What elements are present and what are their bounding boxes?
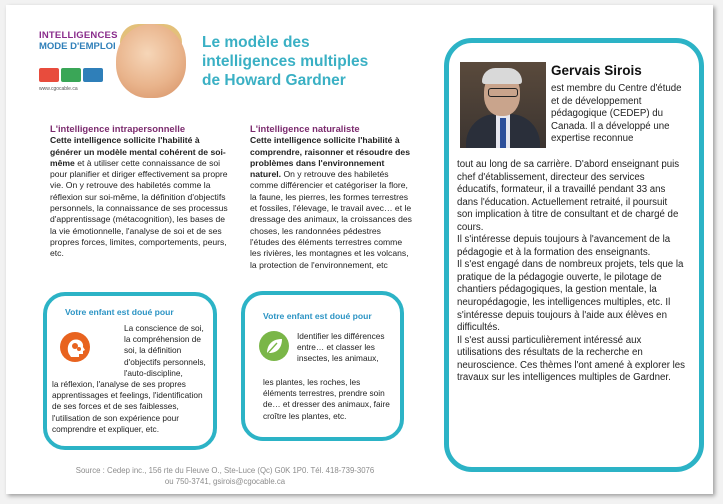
badge-red — [39, 68, 59, 82]
page-title — [202, 33, 402, 90]
source-footer — [50, 465, 400, 487]
logo-child-image — [116, 24, 186, 98]
head-gears-icon — [60, 332, 90, 362]
logo — [34, 24, 182, 100]
author-bio-intro: est membre du Centre d'étude et de développement pédagogique (CEDEP) du Canada. Il a développé une expertise reconnue — [551, 83, 682, 145]
intrapersonal-gifts-text-top: La conscience de soi, la compréhension de soi, la définition d'objectifs personnels, l'auto-discipline, — [124, 323, 206, 378]
intrapersonal-gifts-heading: Votre enfant est doué pour — [65, 307, 174, 317]
photo-tie — [500, 118, 506, 148]
source-line2: ou 750-3741, gsirois@cgocable.ca — [164, 477, 286, 486]
naturalist-section — [250, 123, 412, 271]
badge-blue — [83, 68, 103, 82]
naturalist-gifts-text-top: Identifier les différences entre… et classer les insectes, les animaux, — [297, 331, 385, 364]
intrapersonal-heading: L'intelligence intrapersonnelle — [50, 123, 186, 134]
intrapersonal-gifts-box — [43, 292, 217, 450]
author-bio-p3: Il s'est engagé dans de nombreux projets, tels que la pratique de la pédagogie ouverte, le pilotage de chantiers pédagogiques, la gestion mentale, la neuropédagogie, les intelligences multiples, etc. Il s'intéresse depuis toujours à l'aide aux élèves en difficultés. — [457, 259, 684, 334]
badge-green — [61, 68, 81, 82]
title-line3: de Howard Gardner — [202, 72, 346, 89]
logo-title-line1: INTELLIGENCES — [39, 30, 118, 41]
logo-title-line2: MODE D'EMPLOI — [39, 41, 116, 52]
author-bio-p4: Il s'est aussi particulièrement intéressé aux utilisations des résultats de la recherche en neuroscience. Ces thèmes l'ont amené à explorer les travaux sur les intelligences multiples de Gardner. — [457, 334, 686, 384]
naturalist-body: On y retrouve des habiletés comme différencier et catégoriser la flore, la faune, les pierres, les formes terrestres et fossiles, l'élevage, le travail avec… et le dressage des animaux, la croissances des choses, les randonnées pédestres l'études des éléments terrestres comme les rivières, les montagnes et les volcans, la protection de l'environnement, etc — [250, 169, 412, 270]
photo-hair — [482, 68, 522, 84]
naturalist-heading: L'intelligence naturaliste — [250, 123, 360, 134]
source-line1: Source : Cedep inc., 156 rte du Fleuve O., Ste-Luce (Qc) G0K 1P0. Tél. 418-739-3076 — [75, 466, 375, 475]
intrapersonal-intro: Cette intelligence sollicite l'habilité à générer un modèle mental cohérent de soi-même — [50, 135, 226, 168]
author-photo — [460, 62, 546, 148]
author-name: Gervais Sirois — [551, 63, 642, 78]
naturalist-gifts-box — [241, 291, 404, 441]
author-bio-p2: Il s'intéresse depuis toujours à l'avancement de la pédagogie et à la formation des enseignants. — [457, 234, 671, 258]
logo-url: www.cgocable.ca — [39, 86, 78, 92]
intrapersonal-body: et à utiliser cette connaissance de soi pour planifier et diriger effectivement sa propre vie. On y retrouve des habiletés comme la réflexion sur soi-même, la définition d'objectifs personnels, la connaissance de ses processus d'apprentissage (métacognition), les bases de la vie émotionnelle, l'analyse de soi et de ses propres forces, limites, comportements, peurs, etc. — [50, 157, 228, 259]
title-line1: Le modèle des — [202, 34, 310, 51]
leaf-icon — [259, 331, 289, 361]
author-bio-p1: tout au long de sa carrière. D'abord enseignant puis chef d'établissement, directeur des services éducatifs, formateur, il a travaillé pendant 33 ans dans l'éducation. Actuellement retraité, il poursuit son implication à titre de consultant et de chargé de cours. — [457, 159, 680, 233]
title-line2: intelligences multiples — [202, 53, 369, 70]
photo-glasses — [488, 88, 518, 97]
naturalist-gifts-text-bottom: les plantes, les roches, les éléments terrestres, prendre soin de… et dresser des animaux, faire croître les plantes, etc. — [263, 377, 390, 421]
naturalist-intro: Cette intelligence sollicite l'habilité à comprendre, raisonner et résoudre des problèmes dans l'environnement naturel. — [250, 135, 410, 180]
author-bio-text — [457, 159, 685, 385]
intrapersonal-gifts-text-bottom: la réflexion, l'analyse de ses propres apprentissages et feelings, l'identification de ses forces et de ses faiblesses, l'utilisation de son expérience pour comprendre et expliquer, etc. — [52, 379, 203, 434]
intrapersonal-section — [50, 123, 230, 260]
naturalist-gifts-heading: Votre enfant est doué pour — [263, 311, 372, 321]
